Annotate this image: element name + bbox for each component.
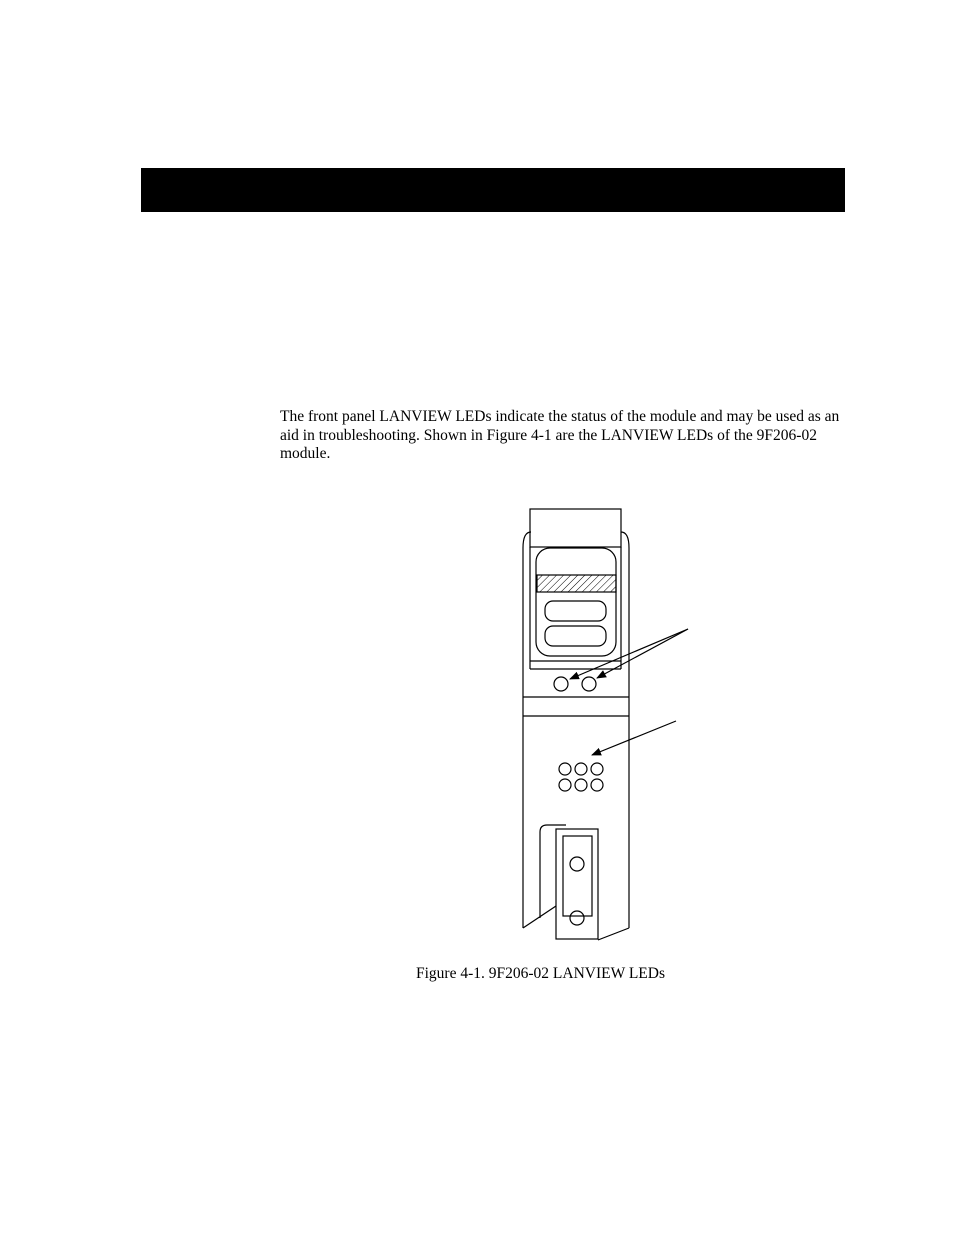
hatched-label-strip — [537, 575, 616, 592]
leader-arrow-lanview-leds — [592, 721, 676, 755]
panel-top-cap — [530, 509, 621, 547]
lanview-led-6 — [591, 779, 603, 791]
status-led-right — [582, 677, 596, 691]
lanview-led-4 — [559, 779, 571, 791]
lanview-led-1 — [559, 763, 571, 775]
status-led-left — [554, 677, 568, 691]
chapter-header-bar — [141, 168, 845, 212]
lanview-led-2 — [575, 763, 587, 775]
lanview-led-3 — [591, 763, 603, 775]
connector-slot-upper — [545, 601, 606, 621]
ejector-screw-lower — [570, 911, 584, 925]
ejector-lever-inner — [563, 836, 592, 916]
ejector-screw-upper — [570, 857, 584, 871]
lanview-led-5 — [575, 779, 587, 791]
intro-paragraph: The front panel LANVIEW LEDs indicate the status of the module and may be used as an aid in troubleshooting. Shown in Figure 4-1 are the LANVIEW LEDs of the 9F206-02 module. — [280, 408, 840, 462]
figure-caption: Figure 4-1. 9F206-02 LANVIEW LEDs — [416, 965, 665, 982]
connector-slot-lower — [545, 626, 606, 646]
module-front-panel-diagram — [500, 500, 700, 950]
ejector-handle — [540, 825, 566, 918]
